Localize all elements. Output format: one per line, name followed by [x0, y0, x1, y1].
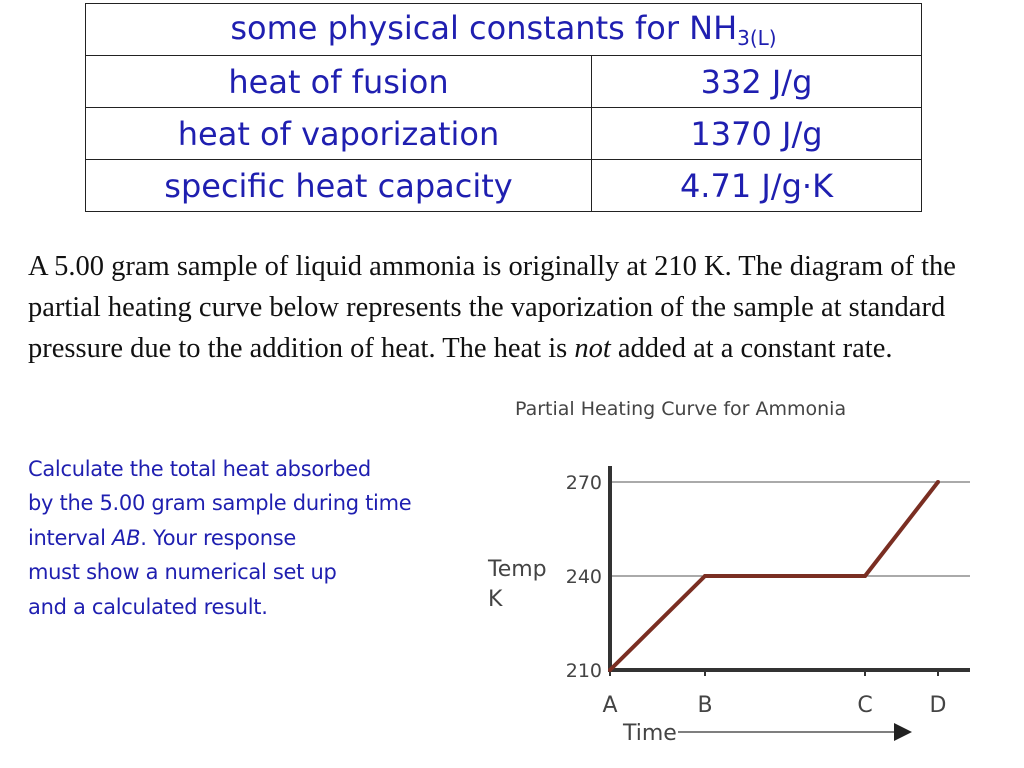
table-row: [86, 56, 922, 108]
problem-statement: [28, 246, 1018, 369]
question-interval: AB: [112, 525, 141, 550]
time-arrow: [678, 723, 912, 741]
time-arrow-head: [894, 723, 912, 741]
x-tick-label: A: [602, 693, 618, 718]
y-tick-label: 240: [565, 566, 602, 588]
x-axis-label: Time: [623, 721, 677, 746]
y-axis-label: Temp: [488, 557, 547, 582]
x-tick-label: B: [697, 693, 713, 718]
question-line: Calculate the total heat absorbed: [28, 457, 371, 481]
table-row: [86, 160, 922, 212]
constants-table: [85, 3, 922, 212]
question-line: by the 5.00 gram sample during time: [28, 491, 412, 516]
question-line: [28, 521, 468, 555]
constant-value: 4.71 J/g·K: [592, 160, 922, 212]
tick-labels: [566, 472, 947, 718]
question-line: and a calculated result.: [28, 594, 268, 619]
heating-curve-chart: [480, 390, 1000, 760]
data-point: [703, 574, 707, 578]
x-tick-label: C: [857, 693, 873, 718]
constant-name: specific heat capacity: [86, 160, 592, 212]
x-tick-label: D: [929, 693, 947, 718]
constant-name: heat of fusion: [86, 56, 592, 108]
y-tick-label: 270: [565, 472, 602, 494]
data-point: [863, 574, 867, 578]
constant-value: 332 J/g: [592, 56, 922, 108]
problem-emphasis: not: [574, 333, 611, 364]
axes: [610, 466, 970, 676]
table-row: [86, 108, 922, 160]
y-axis-label-unit: K: [488, 587, 503, 612]
problem-text-start: A 5.00 gram sample of liquid ammonia is originally at 210 K. The diagram of the partial heating curve below represents the vaporization of the sample at standard pressure due to the addition of heat. The heat is: [28, 251, 956, 364]
data-point: [608, 668, 612, 672]
table-header-text: some physical constants for NH: [230, 9, 738, 47]
data-point: [936, 480, 940, 484]
grid-lines: [610, 482, 970, 576]
question-line: must show a numerical set up: [28, 560, 337, 585]
table-header-subscript: 3(L): [737, 26, 777, 50]
question-text: . Your response: [140, 525, 296, 550]
question-prompt: [28, 452, 468, 624]
constant-value: 1370 J/g: [592, 108, 922, 160]
question-text: interval: [28, 525, 113, 550]
problem-text-end: added at a constant rate.: [610, 333, 893, 364]
table-header: [86, 4, 922, 56]
y-tick-label: 210: [565, 660, 602, 682]
chart-title: Partial Heating Curve for Ammonia: [515, 398, 847, 420]
constant-name: heat of vaporization: [86, 108, 592, 160]
